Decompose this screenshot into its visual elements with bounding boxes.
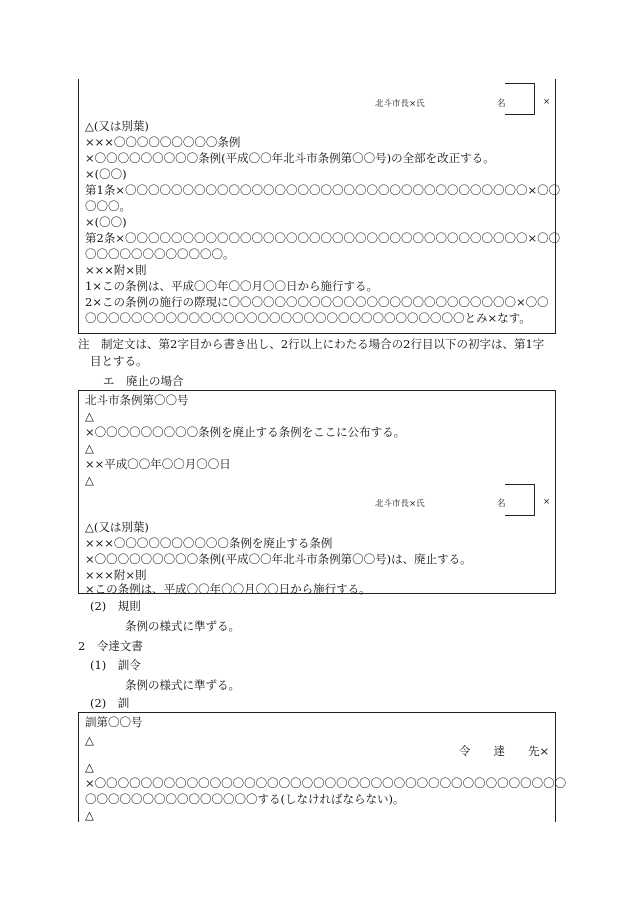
text-line: ×(〇〇) — [85, 215, 127, 229]
text-line: 北斗市条例第〇〇号 — [85, 393, 189, 407]
text-line: △(又は別葉) — [85, 119, 149, 133]
text-line: 〇〇〇。 — [85, 199, 131, 213]
heading-kun: (2) 訓 — [90, 696, 130, 710]
text-line: ×××附×則 — [85, 568, 147, 582]
text-line: ×〇〇〇〇〇〇〇〇〇〇〇〇〇〇〇〇〇〇〇〇〇〇〇〇〇〇〇〇〇〇〇〇〇〇〇〇〇〇〇〇〇 — [85, 776, 567, 790]
text-line: 1×この条例は、平成〇〇年〇〇月〇〇日から施行する。 — [85, 279, 378, 293]
heading-directive-docs: 2 令達文書 — [78, 639, 143, 653]
text-line: △ — [85, 808, 94, 822]
text-line: △ — [85, 409, 94, 423]
law-form-box-abolition — [78, 390, 556, 594]
text-line: ×(〇〇) — [85, 167, 127, 181]
text-line: △ — [85, 760, 94, 774]
rules-text: 条例の様式に準ずる。 — [125, 619, 240, 633]
mayor-signature-label: 北斗市長×氏 — [375, 99, 425, 109]
seal-box — [505, 83, 535, 115]
note-line-1: 注 制定文は、第2字目から書き出し、2行以上にわたる場合の2行目以下の初字は、第1字 — [78, 337, 545, 351]
text-line: 〇〇〇〇〇〇〇〇〇〇〇〇。 — [85, 247, 235, 261]
text-line: ×この条例は、平成〇〇年〇〇月〇〇日から施行する。 — [85, 582, 371, 596]
seal-mark: × — [543, 97, 551, 107]
text-line: 〇〇〇〇〇〇〇〇〇〇〇〇〇〇〇する(しなければならない)。 — [85, 792, 405, 806]
text-line: ×〇〇〇〇〇〇〇〇〇条例(平成〇〇年北斗市条例第〇〇号)の全部を改正する。 — [85, 151, 495, 165]
text-line: 第2条×〇〇〇〇〇〇〇〇〇〇〇〇〇〇〇〇〇〇〇〇〇〇〇〇〇〇〇〇〇〇〇〇〇〇〇×〇〇 — [85, 231, 561, 245]
text-line: 訓第〇〇号 — [85, 715, 143, 729]
mayor-signature-label: 北斗市長×氏 — [375, 499, 425, 509]
text-line: 〇〇〇〇〇〇〇〇〇〇〇〇〇〇〇〇〇〇〇〇〇〇〇〇〇〇〇〇〇〇〇〇〇とみ×なす。 — [85, 311, 531, 325]
text-line: △(又は別葉) — [85, 520, 149, 534]
text-line: △ — [85, 733, 94, 747]
seal-name-label: 名 — [497, 99, 506, 109]
kunrei-text: 条例の様式に準ずる。 — [125, 678, 240, 692]
text-line: 2×この条例の施行の際現に〇〇〇〇〇〇〇〇〇〇〇〇〇〇〇〇〇〇〇〇〇〇〇〇〇×〇〇 — [85, 295, 549, 309]
text-line: ×××附×則 — [85, 263, 147, 277]
text-line: ××平成〇〇年〇〇月〇〇日 — [85, 457, 231, 471]
seal-name-label: 名 — [497, 499, 506, 509]
text-line: 第1条×〇〇〇〇〇〇〇〇〇〇〇〇〇〇〇〇〇〇〇〇〇〇〇〇〇〇〇〇〇〇〇〇〇〇〇×〇〇 — [85, 183, 561, 197]
seal-mark: × — [543, 497, 551, 507]
text-line: ×××〇〇〇〇〇〇〇〇〇〇条例を廃止する条例 — [85, 536, 333, 550]
heading-kunrei: (1) 訓令 — [90, 658, 141, 672]
law-form-box-enactment — [78, 79, 561, 334]
text-line: ×〇〇〇〇〇〇〇〇〇条例を廃止する条例をここに公布する。 — [85, 425, 406, 439]
text-line: ×〇〇〇〇〇〇〇〇〇条例(平成〇〇年北斗市条例第〇〇号)は、廃止する。 — [85, 552, 472, 566]
addressee-label: 令 達 先× — [459, 744, 550, 758]
directive-form-box — [78, 712, 567, 822]
text-line: △ — [85, 473, 94, 487]
heading-rules: (2) 規則 — [90, 599, 141, 613]
text-line: △ — [85, 441, 94, 455]
text-line: ×××〇〇〇〇〇〇〇〇〇条例 — [85, 135, 241, 149]
seal-box — [505, 484, 535, 516]
note-line-2: 目とする。 — [90, 354, 148, 368]
section-heading-abolition: エ 廃止の場合 — [103, 374, 184, 388]
